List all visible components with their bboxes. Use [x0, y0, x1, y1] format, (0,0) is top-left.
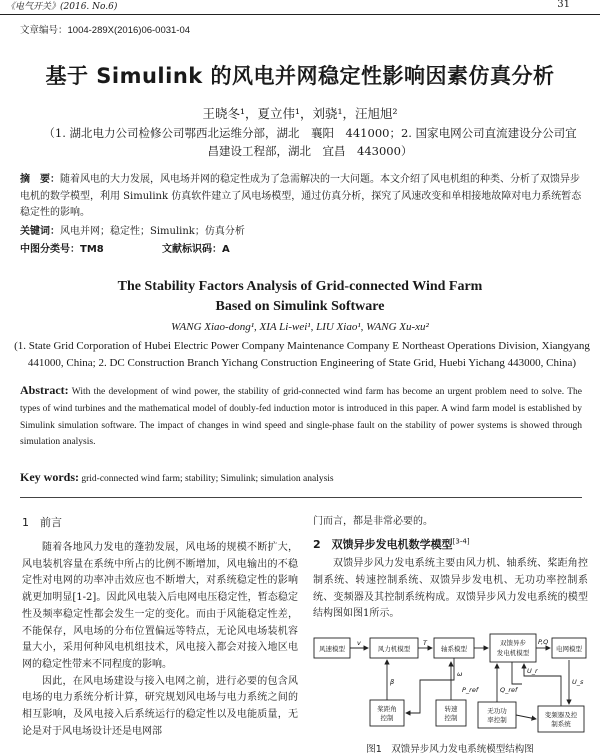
speed-label-1: 转速: [444, 705, 458, 713]
signal-torque: T: [423, 639, 427, 647]
classification-line: [20, 240, 230, 255]
figure-caption: 图1 双馈异步风力发电系统模型结构图: [366, 744, 534, 755]
reactive-label-2: 率控制: [487, 716, 507, 724]
clc-label: 中图分类号：: [20, 244, 80, 255]
dfig-label-1: 双馈异步: [500, 639, 526, 647]
pitch-label-1: 桨距角: [377, 705, 397, 713]
signal-beta: β: [390, 678, 395, 686]
keywords-en-label: Key words:: [20, 470, 79, 484]
keywords-chinese: [20, 222, 245, 237]
signal-us: U_s: [572, 678, 584, 686]
pitch-control-block: [370, 700, 404, 726]
shaft-label: 轴系模型: [441, 645, 467, 653]
section2-heading: [313, 536, 470, 552]
affiliation-chinese: （1. 湖北电力公司检修公司鄂西北运维分部，湖北 襄阳 441000；2. 国家电网公司直流建设分公司宜昌建设工程部，湖北 宜昌 443000）: [43, 126, 577, 158]
pitch-label-2: 控制: [380, 714, 394, 722]
keywords-cn-label: 关键词：: [20, 226, 60, 237]
title-en-line2: Based on Simulink Software: [215, 299, 385, 314]
keywords-en-text: grid-connected wind farm; stability; Simulink; simulation analysis: [81, 474, 334, 484]
doc-code-value: A: [222, 244, 230, 255]
signal-power: P,Q: [538, 638, 549, 646]
doc-code: [162, 240, 230, 255]
signal-pref: P_ref: [462, 686, 479, 694]
section1-heading: 1 前言: [22, 516, 62, 529]
abstract-chinese: [20, 172, 582, 222]
journal-name: 《电气开关》(2016. No.6): [6, 2, 118, 12]
section2-paragraph: 双馈异步风力发电系统主要由风力机、轴系统、桨距角控制系统、转速控制系统、双馈异步发电机、无功功率控制系统、变频器及其控制系统构成。双馈异步风力发电系统的模型结构图如图1所示。: [313, 558, 588, 620]
section2-ref: [3-4]: [452, 537, 470, 546]
wind-speed-label: 风速模型: [319, 645, 345, 653]
title-english: [0, 277, 600, 317]
title-en-line1: The Stability Factors Analysis of Grid-connected Wind Farm: [117, 279, 483, 294]
signal-qref: Q_ref: [500, 686, 518, 694]
converter-block: [538, 706, 584, 732]
section2-title: 2 双馈异步发电机数学模型: [313, 538, 453, 551]
turbine-label: 风力机模型: [377, 645, 411, 653]
section1-body: [22, 540, 298, 740]
keywords-english: [20, 470, 334, 485]
clc-value: TM8: [80, 244, 104, 255]
grid-label: 电网模型: [556, 645, 582, 653]
reactive-control-block: [478, 702, 516, 728]
speed-label-2: 控制: [444, 714, 458, 722]
abstract-cn-label: 摘 要：: [20, 174, 60, 185]
abstract-english: [20, 382, 582, 451]
abstract-en-text: With the development of wind power, the stability of grid-connected wind farm has become an urgent problem need to solve. The types of wind turbines and the mathematical model of doubly-fed induction motor is introduced in this paper. A wind farm model is established by Simulink simulation software. The impact of changes in wind speed and single-phase fault on the stability of power systems is showed through simulation analysis.: [20, 387, 582, 448]
model-structure-diagram: [312, 632, 588, 740]
speed-control-block: [436, 700, 466, 726]
affiliation-english: (1. State Grid Corporation of Hubei Electric Power Company Maintenance Company E Northeast Operations Division, Xiangyang 441000, China; 2. DC Construction Branch Yichang Construction Engineering of State Grid, Huebi Yichang 443000, China): [14, 340, 590, 369]
signal-ur: U_r: [527, 667, 538, 675]
section1-continuation: 门而言，都是非常必要的。: [313, 516, 433, 527]
divider: [20, 497, 582, 498]
authors-english: WANG Xiao-dong¹, XIA Li-wei¹, LIU Xiao¹, WANG Xu-xu²: [171, 321, 429, 333]
reactive-label-1: 无功功: [487, 707, 507, 715]
doc-code-label: 文献标识码：: [162, 244, 222, 255]
dfig-label-2: 发电机模型: [496, 649, 530, 657]
section2-body: [313, 556, 588, 623]
converter-label-1: 变频器及控: [544, 711, 578, 719]
signal-wind: v: [357, 639, 361, 647]
abstract-en-label: Abstract:: [20, 383, 69, 397]
section1-paragraph: 随着各地风力发电的蓬勃发展，风电场的规模不断扩大，风电装机容量在系统中所占的比例不断增加，风电输出的不稳定性对电网的功率冲击效应也不断增大，对系统稳定性的影响就更加明显[1-2]。因此风电装入后电网电压稳定性，暂态稳定性及频率稳定性都会发生一定的变化。而由于风能稳定性差，不能保存，风电场的分布位置偏远等特点，无论风电场装机容量大小，采用何种风电机组技术，风电接入都会对接入地区电网的稳定性带来不同程度的影响。: [22, 542, 298, 670]
abstract-cn-text: 随着风电的大力发展，风电场并网的稳定性成为了急需解决的一大问题。本文介绍了风电机组的种类、分析了双馈异步电机的数学模型，利用 Simulink 仿真软件建立了风电场模型，通过仿真分析，探究了风速改变和单相接地故障对电力系统暂态稳定性的影响。: [20, 174, 582, 218]
article-number: 文章编号：1004-289X(2016)06-0031-04: [20, 25, 191, 36]
converter-label-2: 制系统: [551, 720, 571, 728]
section1-paragraph: 因此，在风电场建设与接入电网之前，进行必要的包含风电场的电力系统分析计算，研究规划风电场与电力系统之间的相互影响，及风电接入后系统运行的稳定性以及电能质量，无论是对于风电场设计还是电网部: [22, 675, 298, 737]
keywords-cn-text: 风电并网；稳定性；Simulink；仿真分析: [60, 226, 245, 237]
running-header: [0, 0, 600, 15]
signal-omega: ω: [457, 670, 463, 678]
page-number: 31: [557, 0, 570, 10]
title-chinese: 基于 Simulink 的风电并网稳定性影响因素仿真分析: [45, 64, 555, 88]
authors-chinese: 王晓冬¹，夏立伟¹，刘骁¹，汪旭旭²: [202, 106, 398, 121]
